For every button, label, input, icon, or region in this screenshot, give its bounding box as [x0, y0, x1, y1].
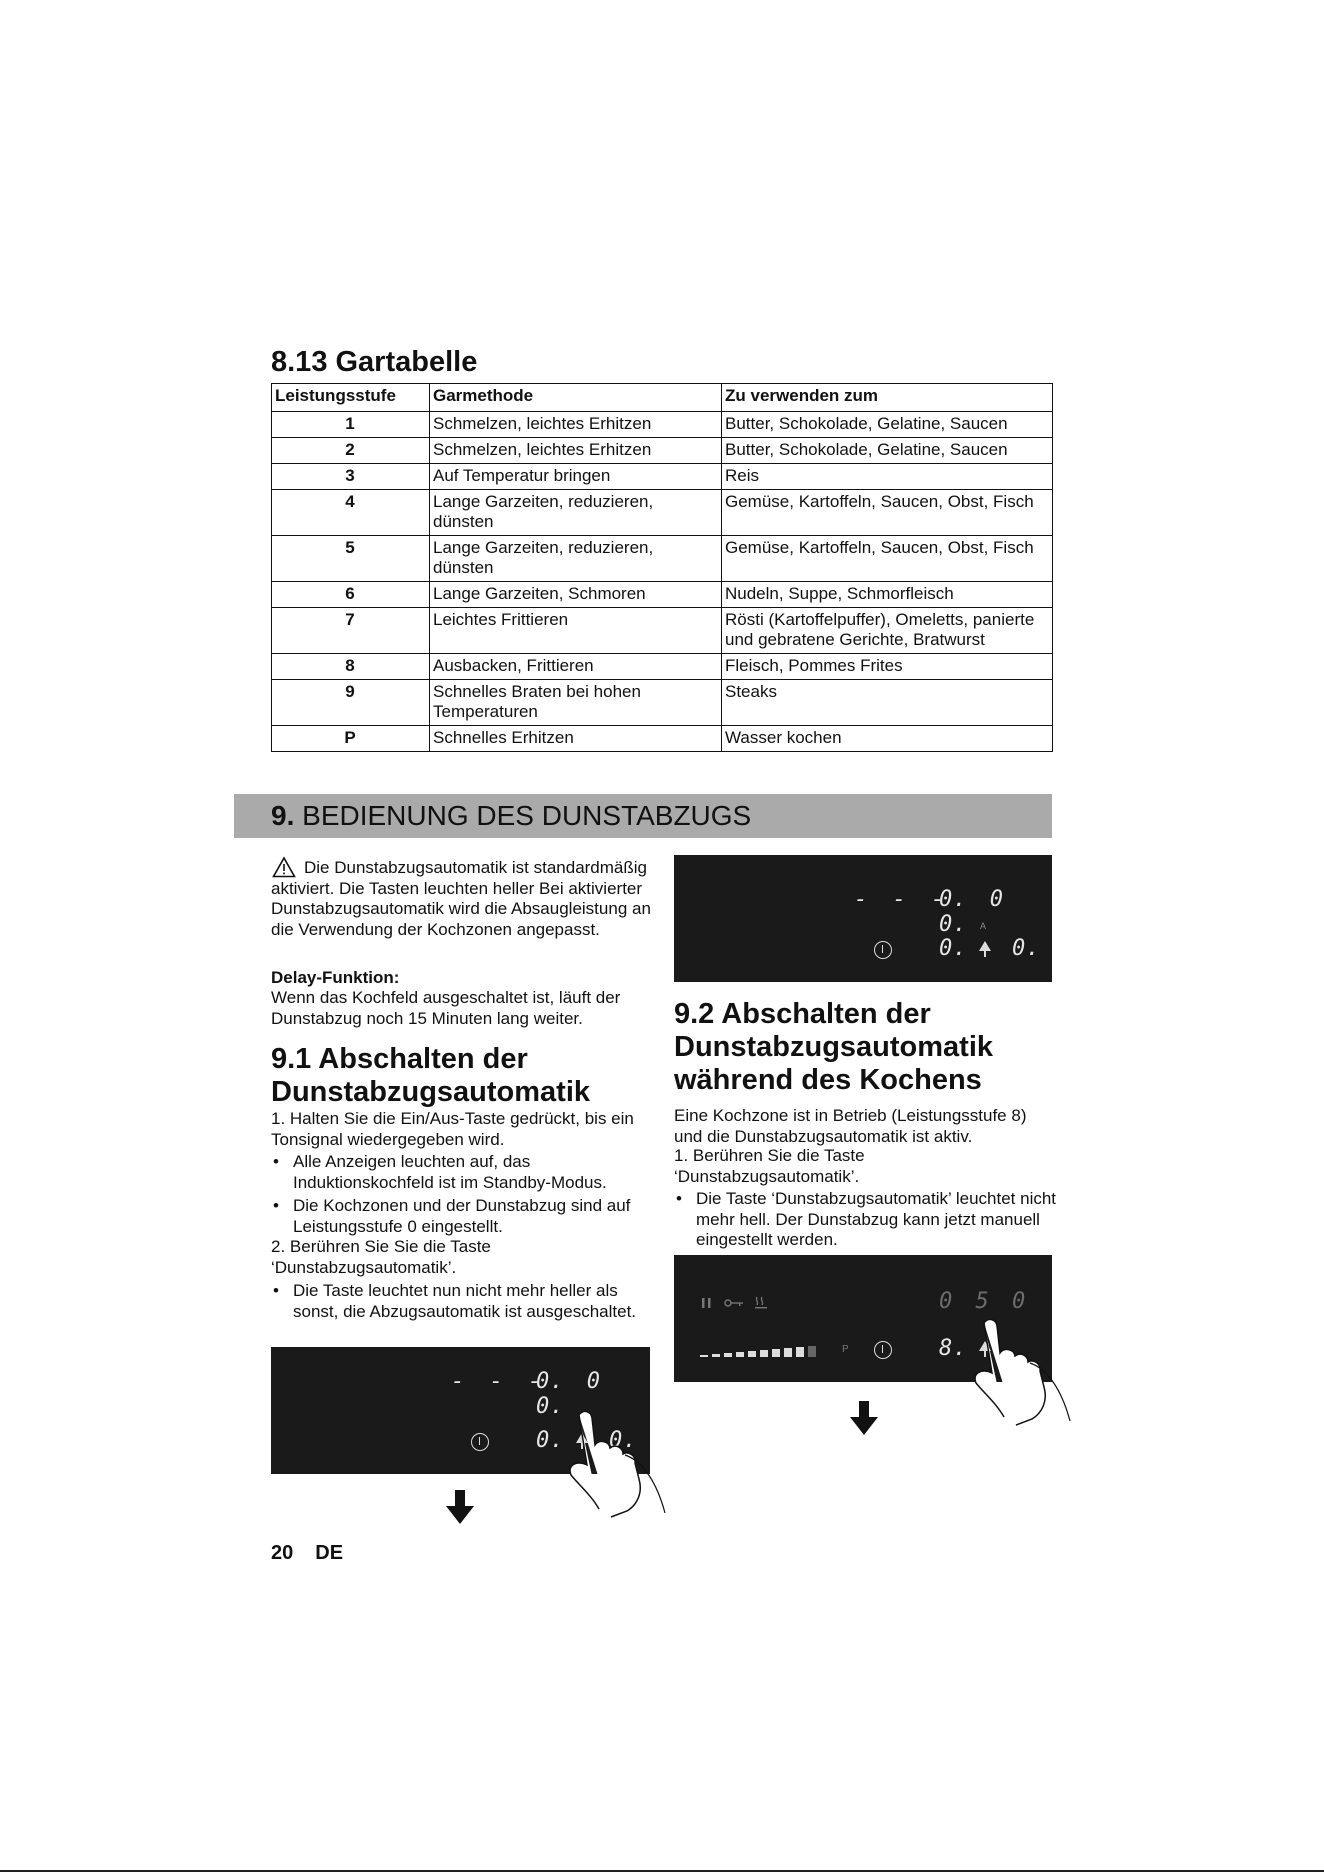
col-header-level: Leistungsstufe	[272, 384, 430, 412]
table-row	[272, 582, 1053, 608]
cell-level: P	[272, 726, 430, 752]
list-item	[674, 1189, 1068, 1251]
cell-usage: Rösti (Kartoffelpuffer), Omeletts, panierte und gebratene Gerichte, Bratwurst	[722, 608, 1053, 654]
pause-icon[interactable]	[700, 1297, 714, 1309]
key-lock-icon[interactable]	[724, 1298, 744, 1308]
hand-pointer-icon	[970, 1313, 1075, 1428]
page-number: 20	[271, 1542, 294, 1564]
language-code: DE	[315, 1542, 344, 1564]
table-row	[272, 438, 1053, 464]
table-row	[272, 726, 1053, 752]
warning-text: Die Dunstabzugsautomatik ist standardmäßig aktiviert. Die Tasten leuchten heller Bei aktivierter Dunstabzugsautomatik wird die Absaugleistung an die Verwendung der Kochzonen angepasst.	[271, 858, 651, 939]
power-icon[interactable]	[874, 1341, 892, 1359]
hand-pointer-icon	[565, 1405, 670, 1520]
power-icon[interactable]	[874, 941, 892, 959]
display-left-digit: 8.	[939, 1336, 968, 1361]
cell-usage: Steaks	[722, 680, 1053, 726]
delay-title: Delay-Funktion:	[271, 968, 400, 987]
cell-usage: Gemüse, Kartoffeln, Saucen, Obst, Fisch	[722, 536, 1053, 582]
list-item	[271, 1196, 673, 1237]
section-title-9-2-line3: während des Kochens	[674, 1064, 982, 1096]
zone-dashes: - - -	[451, 1369, 548, 1394]
step-1-text: 1. Halten Sie die Ein/Aus-Taste gedrückt, bis ein Tonsignal wiedergegeben wird.	[271, 1109, 634, 1149]
table-row	[272, 654, 1053, 680]
list-item	[271, 1281, 663, 1322]
cell-level: 6	[272, 582, 430, 608]
boost-label[interactable]: P	[842, 1344, 849, 1355]
cell-level: 2	[272, 438, 430, 464]
cell-level: 5	[272, 536, 430, 582]
bullet-dot: •	[273, 1152, 279, 1171]
control-panel-display-1	[674, 855, 1052, 982]
cell-method: Schmelzen, leichtes Erhitzen	[430, 438, 722, 464]
cell-level: 4	[272, 490, 430, 536]
cell-level: 1	[272, 412, 430, 438]
section-title-9-2-line1: 9.2 Abschalten der	[674, 998, 931, 1030]
cell-method: Ausbacken, Frittieren	[430, 654, 722, 680]
display-right-digit: 0.	[1012, 936, 1041, 961]
bullet-text: Alle Anzeigen leuchten auf, das Induktionskochfeld ist im Standby-Modus.	[293, 1152, 607, 1192]
cell-method: Leichtes Frittieren	[430, 608, 722, 654]
table-row	[272, 412, 1053, 438]
arrow-down-icon	[445, 1490, 475, 1526]
bullet-text: Die Taste leuchtet nun nicht mehr heller als sonst, die Abzugsautomatik ist ausgeschaltet.	[293, 1281, 637, 1321]
table-row	[272, 608, 1053, 654]
auto-indicator-label: A	[980, 921, 987, 931]
cell-usage: Wasser kochen	[722, 726, 1053, 752]
section-title-9-2-line2: Dunstabzugsautomatik	[674, 1031, 994, 1063]
table-row	[272, 536, 1053, 582]
section-title-9	[271, 800, 751, 832]
display-left-digit: 0.	[939, 936, 968, 961]
col-header-usage: Zu verwenden zum	[722, 384, 1053, 412]
list-item	[271, 1152, 665, 1193]
step-1-text: 1. Berühren Sie die Taste ‘Dunstabzugsautomatik’.	[674, 1146, 865, 1186]
cell-usage: Nudeln, Suppe, Schmorfleisch	[722, 582, 1053, 608]
cell-method: Auf Temperatur bringen	[430, 464, 722, 490]
section-banner-9	[234, 794, 1052, 838]
display-top-digits: 0. 0 0.	[536, 1369, 601, 1419]
cooking-table	[271, 383, 1053, 752]
cell-level: 9	[272, 680, 430, 726]
display-top-digits: 0 5 0	[939, 1289, 1027, 1314]
power-level-slider[interactable]	[700, 1345, 850, 1359]
cell-usage: Reis	[722, 464, 1053, 490]
step-2-text: 2. Berühren Sie Sie die Taste ‘Dunstabzugsautomatik’.	[271, 1237, 491, 1277]
section-number: 9.	[271, 800, 295, 831]
cell-method: Lange Garzeiten, reduzieren, dünsten	[430, 490, 722, 536]
bullet-dot: •	[273, 1196, 279, 1215]
bullet-dot: •	[273, 1281, 279, 1300]
delay-text: Wenn das Kochfeld ausgeschaltet ist, läuft der Dunstabzug noch 15 Minuten lang weiter.	[271, 988, 621, 1028]
display-right-digit: 0.	[609, 1428, 638, 1453]
col-header-method: Garmethode	[430, 384, 722, 412]
cell-method: Schnelles Erhitzen	[430, 726, 722, 752]
display-top-digits: 0. 0 0.	[939, 887, 1004, 937]
table-row	[272, 464, 1053, 490]
intro-text: Eine Kochzone ist in Betrieb (Leistungsstufe 8) und die Dunstabzugsautomatik ist aktiv.	[674, 1106, 1027, 1146]
section-heading: BEDIENUNG DES DUNSTABZUGS	[302, 800, 752, 831]
section-title-9-1-line1: 9.1 Abschalten der	[271, 1043, 528, 1075]
cell-usage: Fleisch, Pommes Frites	[722, 654, 1053, 680]
section-title-8-13: 8.13 Gartabelle	[271, 346, 478, 378]
cell-method: Lange Garzeiten, reduzieren, dünsten	[430, 536, 722, 582]
cell-level: 8	[272, 654, 430, 680]
cell-method: Schnelles Braten bei hohen Temperaturen	[430, 680, 722, 726]
cell-level: 3	[272, 464, 430, 490]
cell-usage: Butter, Schokolade, Gelatine, Saucen	[722, 438, 1053, 464]
table-row	[272, 490, 1053, 536]
arrow-down-icon	[849, 1401, 879, 1437]
section-title-9-1-line2: Dunstabzugsautomatik	[271, 1076, 591, 1108]
table-header-row	[272, 384, 1053, 412]
bullet-text: Die Taste ‘Dunstabzugsautomatik’ leuchtet nicht mehr hell. Der Dunstabzug kann jetzt manuell eingestellt werden.	[696, 1189, 1057, 1249]
cell-method: Lange Garzeiten, Schmoren	[430, 582, 722, 608]
keep-warm-icon[interactable]	[754, 1296, 768, 1310]
hood-fan-icon[interactable]	[977, 940, 993, 958]
display-left-digit: 0.	[536, 1428, 565, 1453]
cell-level: 7	[272, 608, 430, 654]
page-footer	[271, 1542, 365, 1565]
cell-method: Schmelzen, leichtes Erhitzen	[430, 412, 722, 438]
bullet-dot: •	[676, 1189, 682, 1208]
zone-dashes: - - -	[854, 887, 951, 912]
power-icon[interactable]	[471, 1433, 489, 1451]
table-row	[272, 680, 1053, 726]
cell-usage: Gemüse, Kartoffeln, Saucen, Obst, Fisch	[722, 490, 1053, 536]
bullet-text: Die Kochzonen und der Dunstabzug sind auf Leistungsstufe 0 eingestellt.	[293, 1196, 631, 1236]
cell-usage: Butter, Schokolade, Gelatine, Saucen	[722, 412, 1053, 438]
